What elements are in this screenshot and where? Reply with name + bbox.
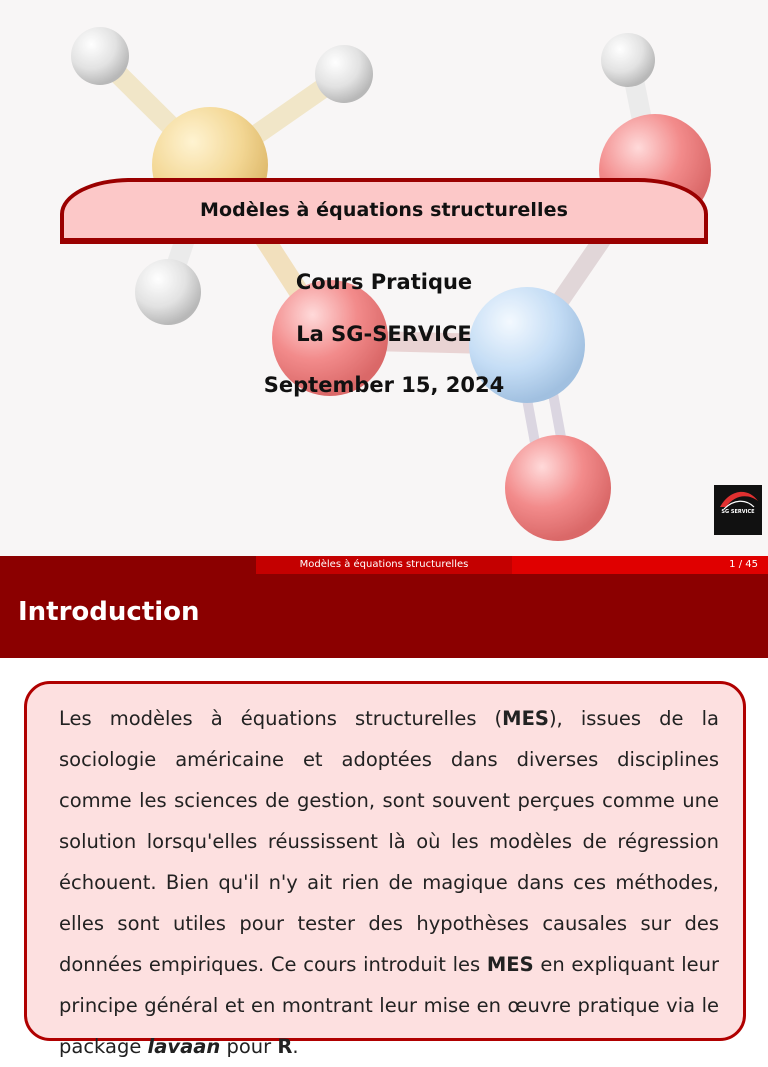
introduction-block: [24, 681, 746, 1058]
logo-text: SG SERVICE: [721, 509, 755, 515]
sg-service-logo: [714, 485, 762, 535]
frame-title-bar: [0, 574, 768, 658]
mes-abbreviation: MES: [486, 953, 534, 976]
presentation-author: La SG-SERVICE: [296, 322, 472, 346]
text-segment: ), issues de la sociologie américaine et adoptées dans diverses disciplines comme les sciences de gestion, sont souvent perçues comme une solution lorsqu'elles réussissent là où les modèles de régression échouent. Bien qu'il n'y ait rien de magique dans ces méthodes, elles sont utiles pour tester des hypothèses causales sur des données empiriques. Ce cours introduit les: [59, 707, 719, 976]
presentation-date: September 15, 2024: [263, 373, 505, 397]
r-language-name: R: [277, 1035, 293, 1058]
lavaan-package-name: lavaan: [147, 1035, 221, 1058]
slide-footer: [0, 556, 768, 574]
text-segment: pour: [220, 1035, 278, 1058]
mes-abbreviation: MES: [502, 707, 549, 730]
introduction-paragraph: [59, 698, 719, 1067]
text-segment: .: [292, 1035, 299, 1058]
presentation-title: Modèles à équations structurelles: [199, 199, 569, 221]
presentation-subtitle: Cours Pratique: [295, 270, 473, 294]
title-banner: [60, 178, 708, 244]
frame-title: Introduction: [18, 597, 200, 627]
text-segment: Les modèles à équations structurelles (: [59, 707, 503, 730]
text-segment: en expliquant leur principe général et en montrant leur mise en œuvre pratique via le package: [59, 953, 719, 1058]
footer-page-number: 1 / 45: [512, 556, 768, 574]
footer-title: Modèles à équations structurelles: [256, 556, 512, 574]
